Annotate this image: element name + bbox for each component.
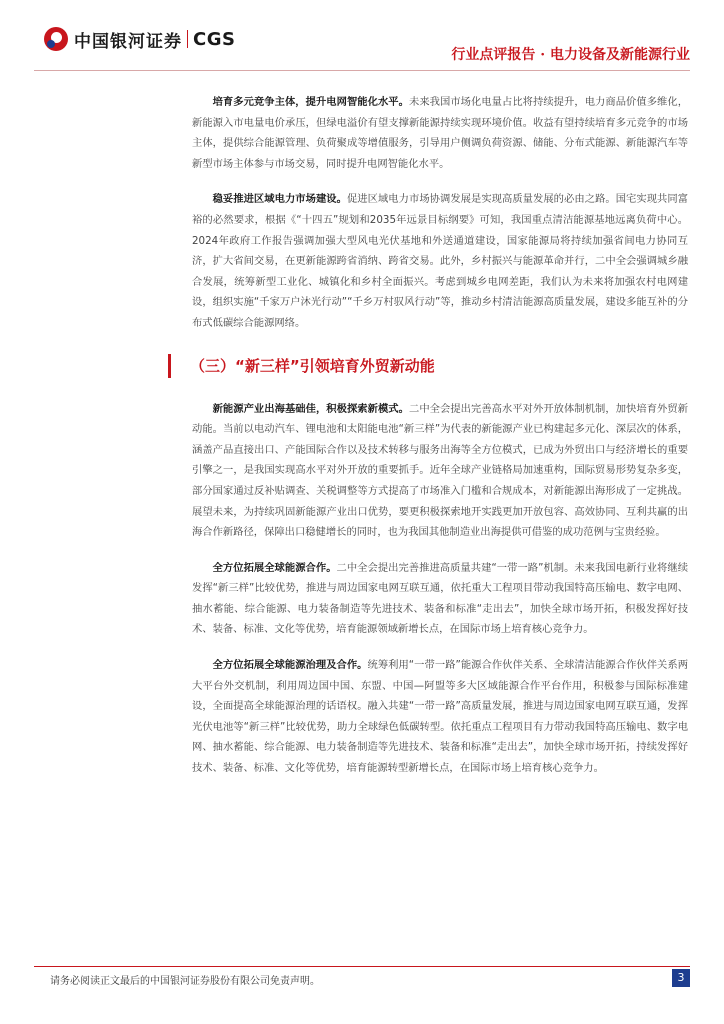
paragraph-body: 促进区域电力市场协调发展是实现高质量发展的必由之路。国宅实现共同富裕的必然要求，根据《“十四五”规划和2035年远景目标纲要》可知，我国重点清洁能源基地远离负荷中心。2024年政府工作报告强调加强大型风电光伏基地和外送通道建设，国家能源局将持续加强省间电力协同互济，扩大省间交易，在更新能源跨省消纳、跨省交易。此外，乡村振兴与能源革命并行，二中全会强调城乡融合发展，统筹新型工业化、城镇化和乡村全面振兴。考虑到城乡电网差距，我们认为未来将加强农村电网建设，组织实施“千家万户沐光行动”“千乡万村驭风行动”等，推动乡村清洁能源高质量发展，建设多能互补的分布式低碳综合能源网络。: [192, 193, 689, 329]
footer-divider: [34, 966, 690, 967]
paragraph-body: 未来我国市场化电量占比将持续提升，电力商品价值多维化，新能源入市电量电价承压，但绿电溢价有望支撑新能源持续实现环境价值。收益有望持续培育多元竞争的市场主体，提供综合能源管理、负荷聚成等增值服务，引导用户侧调负荷资源、储能、分布式能源、新能源汽车等新型市场主体参与市场交易，同时提升电网智能化水平。: [192, 96, 689, 170]
paragraph: [192, 92, 688, 174]
paragraph: [192, 399, 688, 543]
page-header: [0, 0, 724, 100]
logo-text: 中国银河证券: [74, 31, 182, 52]
paragraph-lead: 稳妥推进区域电力市场建设。: [212, 193, 347, 206]
document-body: [192, 92, 688, 794]
paragraph: [192, 558, 688, 640]
section-marker: [168, 354, 171, 378]
paragraph-body: 二中全会提出完善推进高质量共建“一带一路”机制。未来我国电新行业将继续发挥“新三样”比较优势，推进与周边国家电网互联互通，依托重大工程项目带动我国特高压输电、数字电网、抽水蓄能、综合能源、电力装备制造等先进技术、装备和标准“走出去”，加快全球市场开拓，积极发挥好技术、装备、标准、文化等优势，培育能源领域新增长点，在国际市场上培育核心竞争力。: [192, 561, 688, 636]
paragraph-lead: 全方位拓展全球能源治理及合作。: [212, 659, 368, 672]
paragraph: [192, 189, 688, 333]
footer-disclaimer: 请务必阅读正文最后的中国银河证券股份有限公司免责声明。: [50, 976, 320, 987]
page-number: 3: [672, 969, 690, 987]
logo-emblem-icon: [44, 27, 68, 51]
company-logo: [44, 24, 235, 54]
logo-divider: [187, 30, 188, 48]
logo-en-text: CGS: [193, 28, 236, 50]
paragraph-lead: 培育多元竞争主体，提升电网智能化水平。: [212, 96, 409, 108]
section-heading: [172, 349, 688, 383]
header-divider: [34, 70, 690, 71]
paragraph-lead: 新能源产业出海基础佳，积极探索新模式。: [212, 402, 409, 415]
paragraph: [192, 655, 688, 779]
paragraph-body: 统筹利用“一带一路”能源合作伙伴关系、全球清洁能源合作伙伴关系两大平台外交机制，利用周边国中国、东盟、中国—阿盟等多大区域能源合作平台作用，积极参与国际标准建设，全面提高全球能源治理的话语权。融入共建“一带一路”高质量发展，推进与周边国家电网互联互通，发挥光伏电池等“新三样”比较优势，助力全球绿色低碳转型。依托重点工程项目有力带动我国特高压输电、数字电网、抽水蓄能、综合能源、电力装备制造等先进技术、装备和标准“走出去”，加快全球市场开拓，持续发挥好技术、装备、标准、文化等优势，培育能源转型新增长点，在国际市场上培育核心竞争力。: [192, 659, 689, 775]
paragraph-lead: 全方位拓展全球能源合作。: [212, 561, 337, 574]
section-heading-text: （三）“新三样”引领培育外贸新动能: [190, 356, 435, 375]
report-category: 行业点评报告 · 电力设备及新能源行业: [451, 47, 690, 63]
paragraph-body: 二中全会提出完善高水平对外开放体制机制，加快培育外贸新动能。当前以电动汽车、锂电池和太阳能电池“新三样”为代表的新能源产业已构建起多元化、深层次的体系，涵盖产品直接出口、产能国际合作以及技术转移与服务出海等全方位模式，已成为外贸出口与经济增长的重要引擎之一，是我国实现高水平对外开放的重要抓手。近年全球产业链格局加速重构，国际贸易形势复杂多变，部分国家通过反补贴调查、关税调整等方式提高了市场准入门槛和合规成本，对新能源出海形成了一定挑战。展望未来，为持续巩固新能源产业出口优势，要更积极探索地开实践更加开放包容、高效协同、互利共赢的出海合作新路径，保障出口稳健增长的同时，也为我国其他制造业出海提供可借鉴的成功范例与宝贵经验。: [192, 402, 689, 539]
